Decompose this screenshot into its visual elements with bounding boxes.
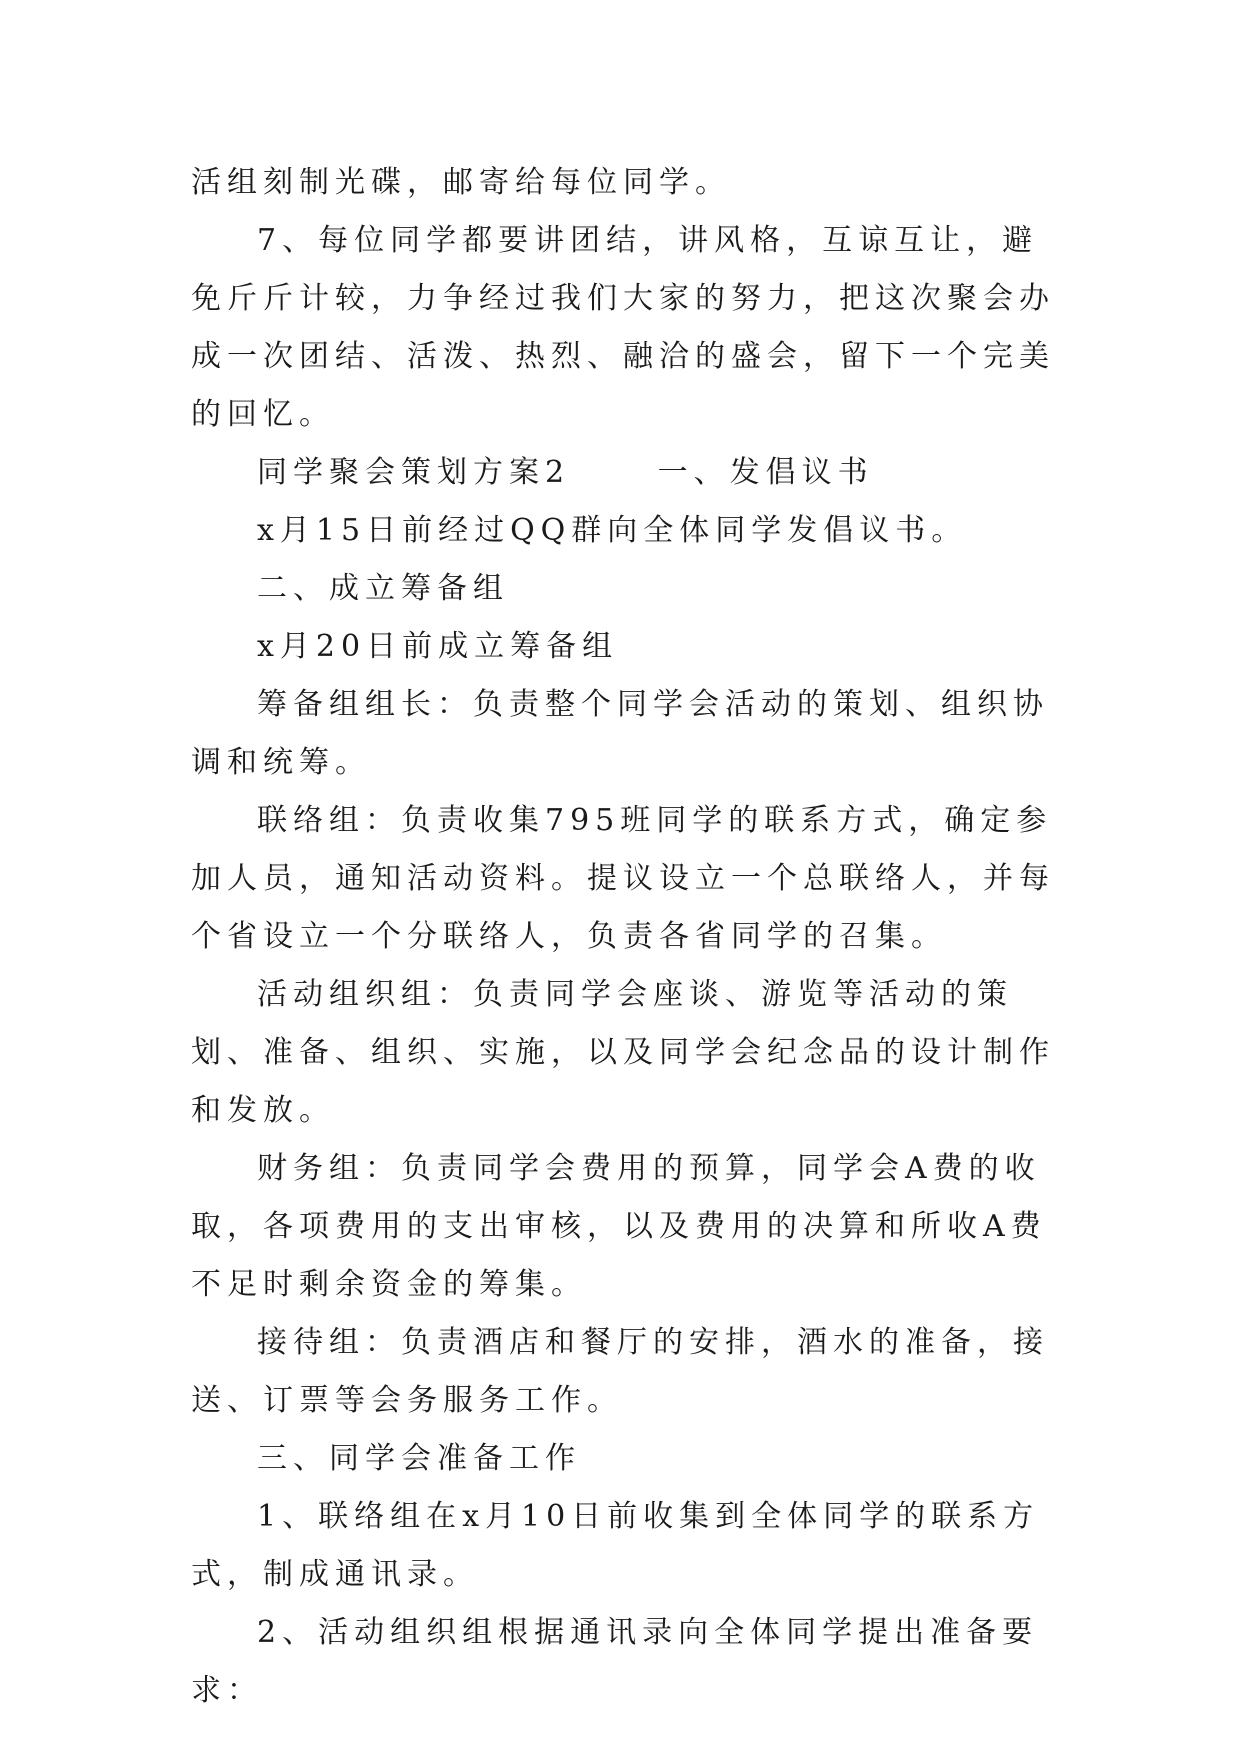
- paragraph: x月15日前经过QQ群向全体同学发倡议书。: [257, 513, 968, 548]
- paragraph: 财务组：负责同学会费用的预算，同学会A费的收取，各项费用的支出审核，以及费用的决算和所收A费不足时剩余资金的筹集。: [191, 1151, 1047, 1302]
- paragraph: 活组刻制光碟，邮寄给每位同学。: [191, 165, 731, 200]
- paragraph: 接待组：负责酒店和餐厅的安排，酒水的准备，接送、订票等会务服务工作。: [191, 1325, 1049, 1418]
- paragraph: 1、联络组在x月10日前收集到全体同学的联系方式，制成通讯录。: [191, 1499, 1040, 1592]
- paragraph: 7、每位同学都要讲团结，讲风格，互谅互让，避免斤斤计较，力争经过我们大家的努力，把这次聚会办成一次团结、活泼、热烈、融洽的盛会，留下一个完美的回忆。: [191, 223, 1055, 432]
- paragraph: 2、活动组织组根据通讯录向全体同学提出准备要求：: [191, 1615, 1039, 1708]
- section-heading: 三、同学会准备工作: [257, 1441, 581, 1476]
- paragraph: 活动组织组：负责同学会座谈、游览等活动的策划、准备、组织、实施，以及同学会纪念品的设计制作和发放。: [191, 977, 1055, 1128]
- paragraph: x月20日前成立筹备组: [257, 629, 619, 664]
- paragraph: 筹备组组长：负责整个同学会活动的策划、组织协调和统筹。: [191, 687, 1049, 780]
- section-heading: 二、成立筹备组: [257, 571, 509, 606]
- section-heading: 同学聚会策划方案2 一、发倡议书: [257, 455, 874, 490]
- paragraph: 联络组：负责收集795班同学的联系方式，确定参加人员，通知活动资料。提议设立一个总联络人，并每个省设立一个分联络人，负责各省同学的召集。: [191, 803, 1055, 954]
- document-body: [191, 154, 1061, 1720]
